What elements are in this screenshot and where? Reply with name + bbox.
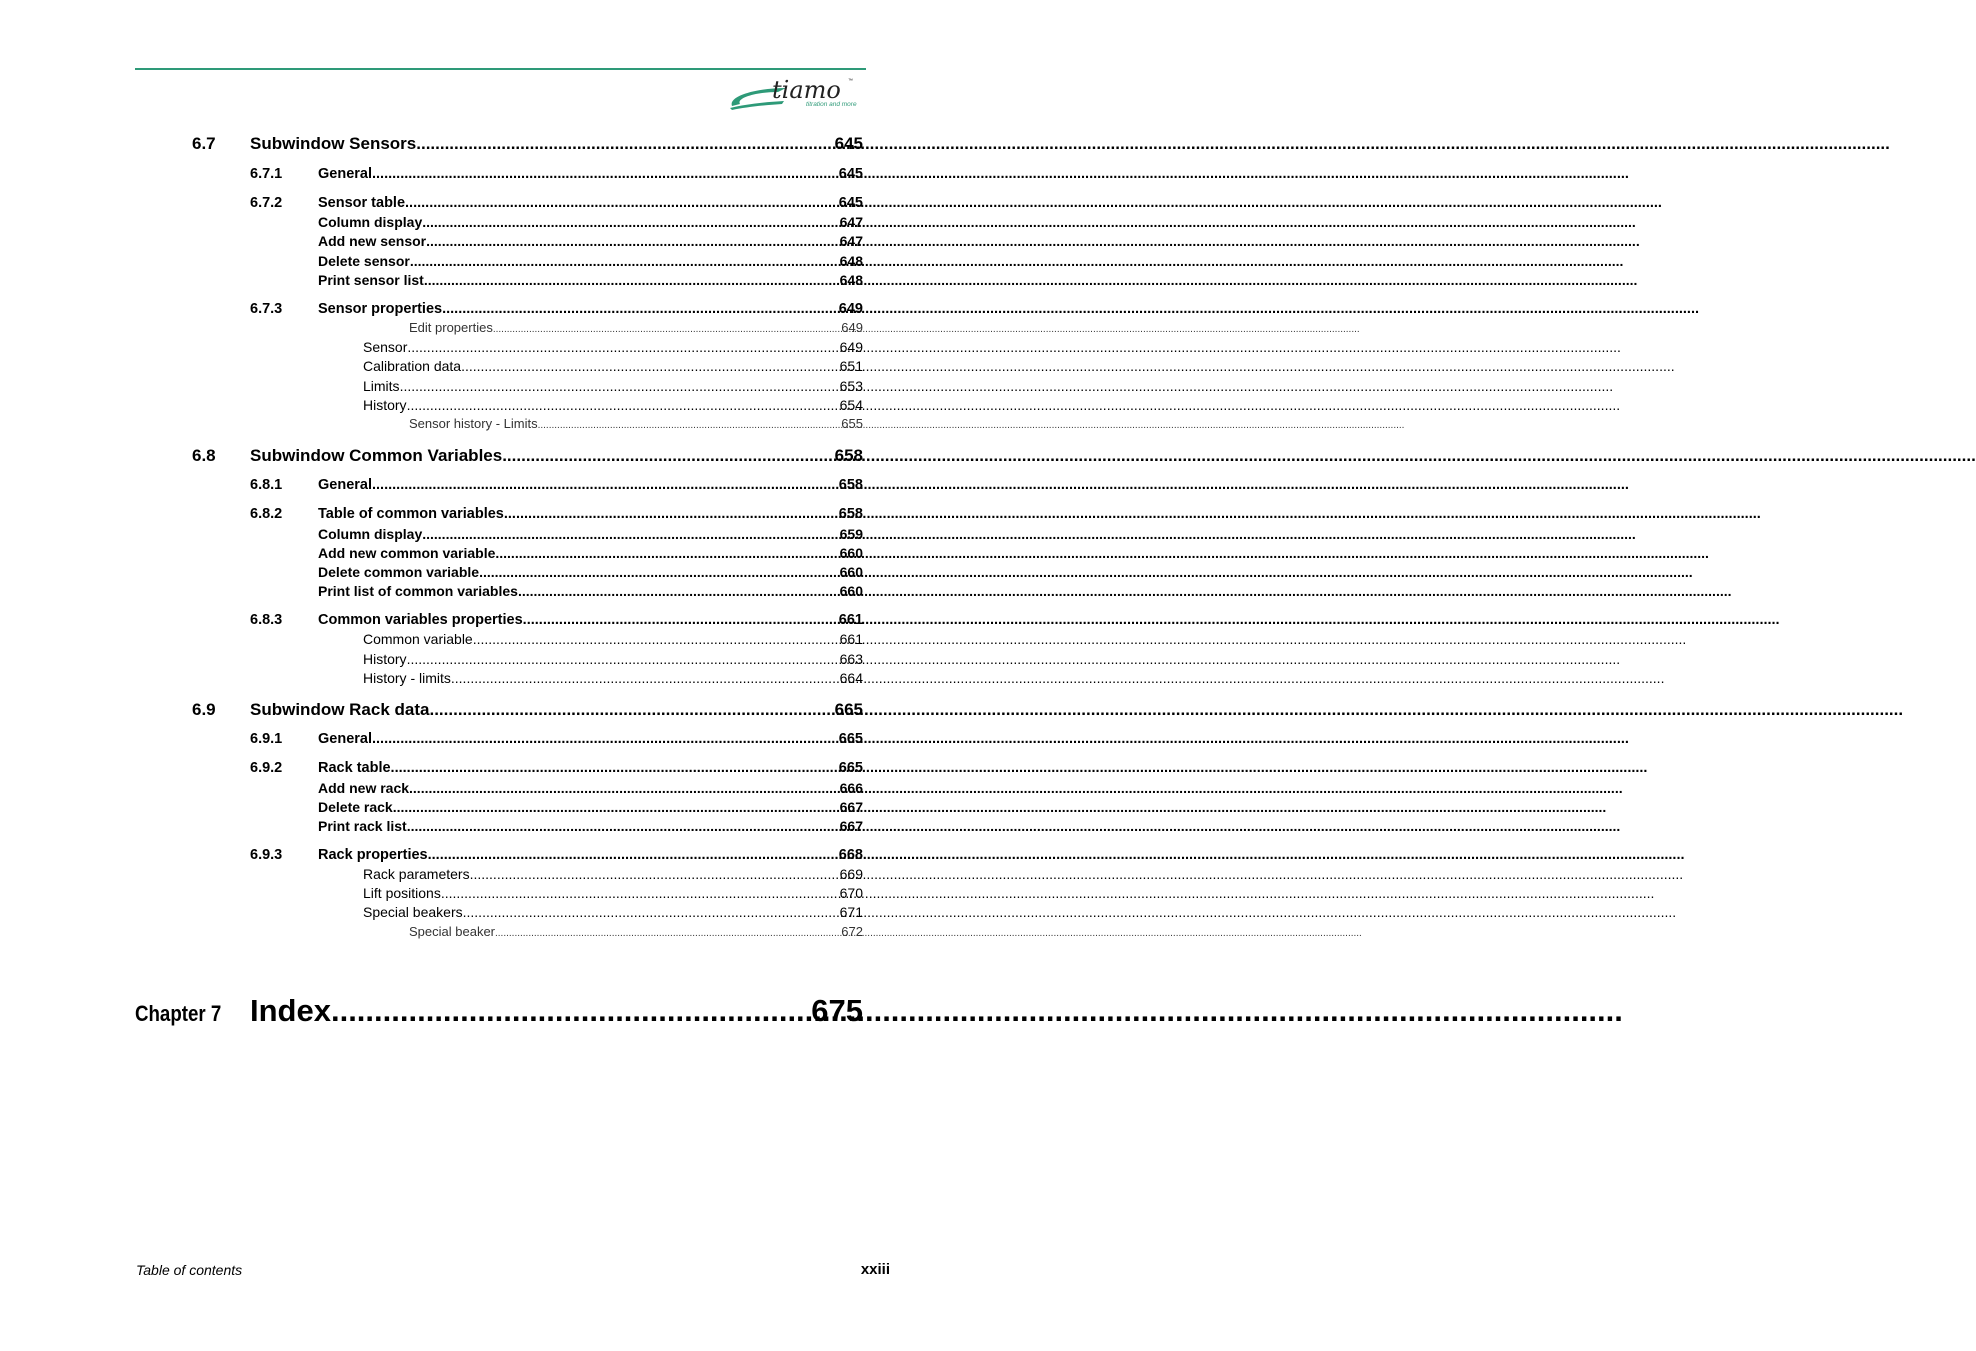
page-number: 645 — [834, 134, 863, 153]
entry-title: Common variable — [363, 631, 473, 647]
page-number: 668 — [838, 847, 863, 863]
header-rule — [135, 68, 866, 70]
entry-title: Sensor — [363, 339, 408, 355]
svg-text:titration and more: titration and more — [806, 101, 857, 108]
page-number: 648 — [839, 272, 863, 288]
page-number: 665 — [838, 760, 863, 776]
toc-entry[interactable] — [318, 818, 863, 836]
entry-title: Delete rack — [318, 799, 393, 815]
toc-entry[interactable] — [250, 477, 863, 495]
entry-title: Delete sensor — [318, 253, 410, 269]
svg-text:tiamo: tiamo — [772, 76, 841, 104]
section-number: 6.7 — [192, 134, 216, 153]
toc-entry[interactable] — [250, 612, 863, 630]
page-number: 647 — [839, 214, 863, 230]
entry-title: Delete common variable — [318, 564, 480, 580]
page-number: 648 — [839, 253, 863, 269]
toc-entry[interactable] — [409, 924, 863, 941]
entry-title: Subwindow Sensors — [250, 134, 417, 153]
entry-title: Common variables properties — [318, 612, 523, 628]
toc-entry[interactable] — [318, 526, 863, 544]
section-number: 6.8 — [192, 446, 216, 465]
section-number: 6.9.3 — [250, 847, 283, 863]
page-number: 647 — [839, 233, 863, 249]
entry-title: Add new sensor — [318, 233, 427, 249]
entry-title: General — [318, 166, 372, 182]
page-number: 655 — [841, 416, 863, 431]
toc-entry[interactable] — [318, 564, 863, 582]
entry-title: Print sensor list — [318, 272, 424, 288]
page-number: 649 — [838, 301, 863, 317]
toc-entry[interactable] — [192, 700, 863, 722]
page-number: 651 — [839, 358, 863, 374]
toc-entry[interactable] — [318, 253, 863, 271]
toc-entry[interactable] — [318, 583, 863, 601]
section-number: 6.8.2 — [250, 506, 283, 522]
entry-title: History — [363, 651, 407, 667]
toc-entry[interactable] — [250, 760, 863, 778]
toc-entry[interactable] — [250, 301, 863, 319]
page-number: 649 — [841, 320, 863, 335]
section-number: 6.7.2 — [250, 195, 283, 211]
toc-entry[interactable] — [363, 378, 863, 396]
entry-title: Special beakers — [363, 904, 463, 920]
entry-title: Calibration data — [363, 358, 462, 374]
section-number: 6.9.2 — [250, 760, 283, 776]
page-number: 669 — [839, 866, 863, 882]
page-number: 645 — [838, 195, 863, 211]
page-number: 658 — [834, 446, 863, 465]
toc-entry[interactable] — [318, 799, 863, 817]
toc-entry[interactable] — [318, 214, 863, 232]
toc-entry[interactable] — [363, 651, 863, 669]
entry-title: Add new common variable — [318, 545, 496, 561]
entry-title: Sensor history - Limits — [409, 416, 538, 431]
entry-title: General — [318, 731, 372, 747]
toc-entry[interactable] — [250, 506, 863, 524]
section-number: 6.8.3 — [250, 612, 283, 628]
entry-title: Edit properties — [409, 320, 493, 335]
page-number: 665 — [838, 731, 863, 747]
toc-entry[interactable] — [250, 847, 863, 865]
toc-entry[interactable] — [318, 545, 863, 563]
entry-title: History — [363, 397, 407, 413]
page-number: 660 — [839, 545, 863, 561]
page-number: 675 — [811, 993, 863, 1028]
footer-section-label: Table of contents — [136, 1262, 243, 1278]
page-number: 664 — [839, 670, 863, 686]
chapter-entry[interactable] — [135, 993, 863, 1033]
footer-page-number: xxiii — [860, 1261, 890, 1278]
page-number: 658 — [838, 506, 863, 522]
entry-title: Subwindow Common Variables — [250, 446, 503, 465]
entry-title: Sensor properties — [318, 301, 443, 317]
entry-title: Rack parameters — [363, 866, 470, 882]
entry-title: Add new rack — [318, 780, 410, 796]
entry-title: Sensor table — [318, 195, 406, 211]
section-number: 6.9.1 — [250, 731, 283, 747]
page-number: 671 — [839, 904, 863, 920]
toc-entry[interactable] — [363, 339, 863, 357]
page-number: 649 — [839, 339, 863, 355]
toc-entry[interactable] — [250, 731, 863, 749]
page-number: 665 — [834, 700, 863, 719]
toc-entry[interactable] — [363, 904, 863, 922]
entry-title: Table of common variables — [318, 506, 504, 522]
page-number: 660 — [839, 583, 863, 599]
toc-entry[interactable] — [409, 416, 863, 433]
chapter-title: Index — [250, 993, 331, 1028]
toc-entry[interactable] — [363, 397, 863, 415]
entry-title: Column display — [318, 526, 423, 542]
chapter-label: Chapter 7 — [135, 1001, 222, 1026]
page-number: 667 — [839, 799, 863, 815]
page-number: 672 — [841, 924, 863, 939]
section-number: 6.8.1 — [250, 477, 283, 493]
section-number: 6.9 — [192, 700, 216, 719]
entry-title: Lift positions — [363, 885, 441, 901]
entry-title: History - limits — [363, 670, 451, 686]
entry-title: General — [318, 477, 372, 493]
tiamo-logo — [726, 74, 866, 114]
toc-entry[interactable] — [318, 780, 863, 798]
page-number: 645 — [838, 166, 863, 182]
page-number: 666 — [839, 780, 863, 796]
toc-entry[interactable] — [363, 885, 863, 903]
toc-entry[interactable] — [318, 272, 863, 290]
toc-entry[interactable] — [363, 631, 863, 649]
toc-entry[interactable] — [250, 166, 863, 184]
entry-title: Print rack list — [318, 818, 407, 834]
page-number: 661 — [838, 612, 863, 628]
page-number: 658 — [838, 477, 863, 493]
toc-entry[interactable] — [318, 233, 863, 251]
toc-entry[interactable] — [363, 866, 863, 884]
page-number: 653 — [839, 378, 863, 394]
page-number: 661 — [839, 631, 863, 647]
toc-entry[interactable] — [409, 320, 863, 337]
page-number: 663 — [839, 651, 863, 667]
entry-title: Rack table — [318, 760, 391, 776]
section-number: 6.7.3 — [250, 301, 283, 317]
toc-entry[interactable] — [363, 358, 863, 376]
entry-title: Special beaker — [409, 924, 495, 939]
toc-entry[interactable] — [192, 446, 863, 468]
page-number: 667 — [839, 818, 863, 834]
entry-title: Limits — [363, 378, 400, 394]
toc-entry[interactable] — [192, 134, 863, 156]
page-number: 654 — [839, 397, 863, 413]
page-number: 670 — [839, 885, 863, 901]
page-number: 659 — [839, 526, 863, 542]
svg-text:™: ™ — [848, 78, 853, 84]
page-number: 660 — [839, 564, 863, 580]
entry-title: Rack properties — [318, 847, 428, 863]
entry-title: Column display — [318, 214, 423, 230]
toc-entry[interactable] — [363, 670, 863, 688]
entry-title: Subwindow Rack data — [250, 700, 430, 719]
toc-entry[interactable] — [250, 195, 863, 213]
entry-title: Print list of common variables — [318, 583, 518, 599]
section-number: 6.7.1 — [250, 166, 283, 182]
